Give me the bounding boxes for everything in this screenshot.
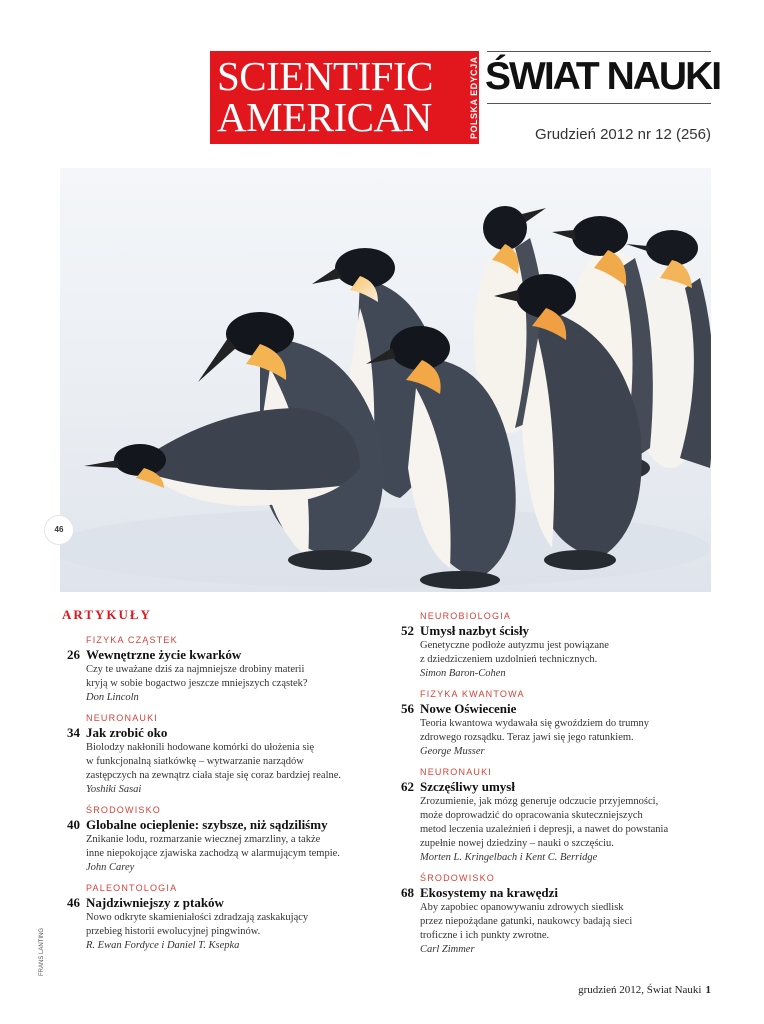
- article-description: Zrozumienie, jak mózg generuje odczucie przyjemności, może doprowadzić do opracowania skuteczniejszych metod leczenia uzależnień i depresji, a nawet do powstania zupełnie nowej dziedziny – nauki o szczęściu.: [420, 796, 669, 849]
- logo-edition-label: POLSKA EDYCJA: [469, 56, 479, 139]
- article-description: Genetyczne podłoże autyzmu jest powiązane z dziedziczeniem uzdolnień technicznych.: [420, 640, 609, 665]
- contents-left-column: [52, 607, 382, 961]
- article-title[interactable]: Najdziwniejszy z ptaków: [86, 895, 224, 910]
- article-author: Simon Baron-Cohen: [420, 668, 506, 679]
- page-footer: [578, 984, 711, 996]
- article-entry[interactable]: [52, 635, 382, 705]
- article-page: 26: [67, 647, 80, 662]
- penguins-photo: [60, 168, 711, 592]
- article-description: Nowo odkryte skamieniałości zdradzają zaskakujący przebieg historii ewolucyjnej pingwinów.: [86, 912, 309, 937]
- article-page: 68: [401, 885, 414, 900]
- photo-page-marker[interactable]: 46: [44, 515, 74, 545]
- article-category: NEURONAUKI: [86, 713, 159, 723]
- article-entry[interactable]: [386, 767, 716, 865]
- page-number: 1: [705, 984, 711, 996]
- article-page: 56: [401, 701, 414, 716]
- article-category: NEURONAUKI: [420, 767, 493, 777]
- article-category: NEUROBIOLOGIA: [420, 611, 512, 621]
- article-author: Don Lincoln: [86, 692, 139, 703]
- article-title[interactable]: Wewnętrzne życie kwarków: [86, 647, 242, 662]
- article-title[interactable]: Jak zrobić oko: [86, 725, 168, 740]
- article-author: John Carey: [86, 862, 135, 873]
- article-entry[interactable]: [52, 883, 382, 953]
- section-title: ARTYKUŁY: [62, 607, 152, 622]
- article-page: 40: [67, 817, 80, 832]
- article-author: R. Ewan Fordyce i Daniel T. Ksepka: [86, 940, 240, 951]
- article-entry[interactable]: [52, 713, 382, 797]
- article-description: Aby zapobiec opanowywaniu zdrowych siedlisk przez niepożądane gatunki, naukowcy badają sieci troficzne i ich punkty zwrotne.: [420, 902, 633, 941]
- article-category: ŚRODOWISKO: [86, 805, 162, 815]
- article-title[interactable]: Szczęśliwy umysł: [420, 779, 515, 794]
- article-entry[interactable]: [386, 689, 716, 759]
- article-description: Biolodzy nakłonili hodowane komórki do ułożenia się w funkcjonalną siatkówkę – wytwarzanie narządów zastępczych na zewnątrz ciała staje się coraz bardziej realne.: [86, 742, 342, 781]
- article-category: ŚRODOWISKO: [420, 873, 496, 883]
- article-page: 34: [67, 725, 80, 740]
- article-author: Yoshiki Sasai: [86, 784, 142, 795]
- masthead-rule-bottom: [487, 103, 711, 104]
- issue-date: Grudzień 2012 nr 12 (256): [535, 126, 711, 143]
- penguins-illustration: [60, 168, 711, 592]
- article-entry[interactable]: [386, 873, 716, 957]
- article-page: 46: [67, 895, 80, 910]
- article-category: PALEONTOLOGIA: [86, 883, 178, 893]
- contents-right-column: [386, 611, 716, 965]
- article-description: Czy te uważane dziś za najmniejsze drobiny materii kryją w sobie bogactwo jeszcze mniejszych cząstek?: [86, 664, 308, 689]
- article-page: 62: [401, 779, 414, 794]
- logo-line-american: AMERICAN: [217, 94, 432, 140]
- swiat-nauki-title: ŚWIAT NAUKI: [485, 55, 721, 98]
- article-description: Znikanie lodu, rozmarzanie wiecznej zmarzliny, a także inne niepokojące zjawiska zachodzą w alarmującym tempie.: [86, 834, 340, 859]
- article-author: Carl Zimmer: [420, 944, 475, 955]
- article-category: FIZYKA KWANTOWA: [420, 689, 525, 699]
- logo-line-scientific: SCIENTIFIC: [217, 53, 433, 99]
- photo-credit: FRANS LANTING: [39, 927, 45, 976]
- article-description: Teoria kwantowa wydawała się gwoździem do trumny zdrowego rozsądku. Teraz jawi się jego ratunkiem.: [420, 718, 650, 743]
- article-title[interactable]: Globalne ocieplenie: szybsze, niż sądziliśmy: [86, 817, 328, 832]
- article-title[interactable]: Nowe Oświecenie: [420, 701, 517, 716]
- footer-text: grudzień 2012, Świat Nauki: [578, 984, 702, 996]
- masthead-rule-top: [487, 51, 711, 52]
- article-author: George Musser: [420, 746, 485, 757]
- article-page: 52: [401, 623, 414, 638]
- article-title[interactable]: Ekosystemy na krawędzi: [420, 885, 558, 900]
- article-title[interactable]: Umysł nazbyt ścisły: [420, 623, 530, 638]
- article-entry[interactable]: [52, 805, 382, 875]
- article-author: Morten L. Kringelbach i Kent C. Berridge: [420, 852, 598, 863]
- article-category: FIZYKA CZĄSTEK: [86, 635, 178, 645]
- article-entry[interactable]: [386, 611, 716, 681]
